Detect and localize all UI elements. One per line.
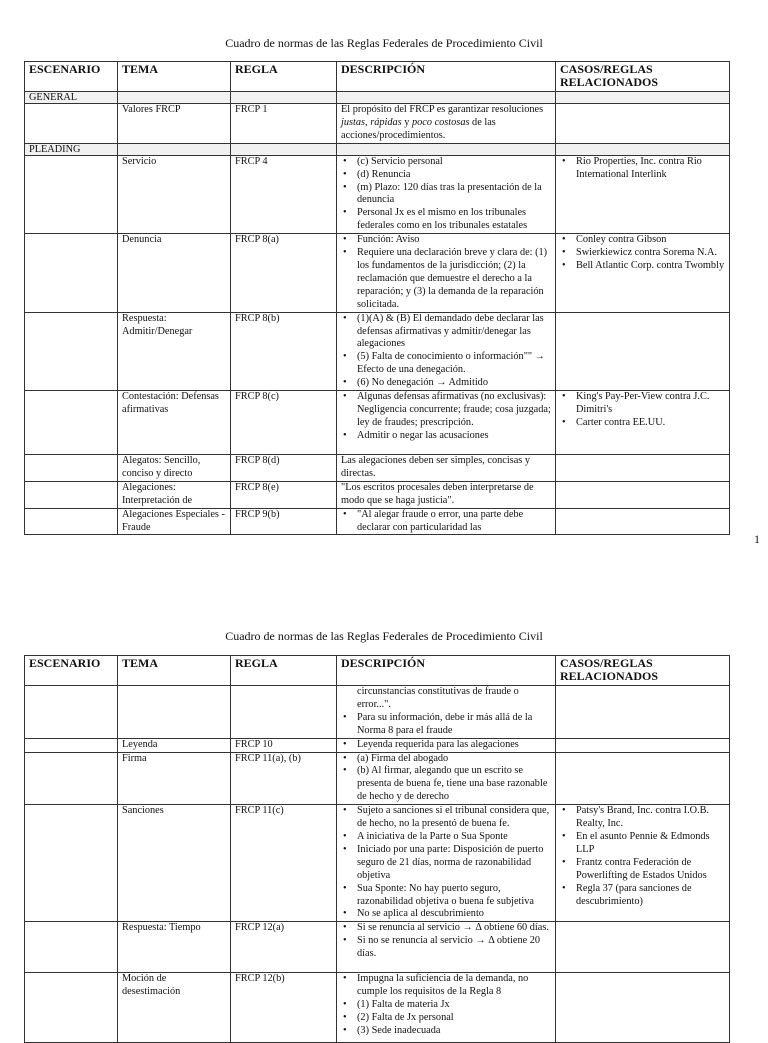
row-tema: Moción de desestimación (118, 973, 231, 1043)
section-row-pleading (25, 143, 730, 155)
list-item: • Personal Jx es el mismo en los tribunales federales como en los tribunales estatales (357, 207, 552, 233)
row-tema: Alegaciones: Interpretación de (118, 481, 231, 508)
rules-table (24, 655, 730, 1043)
page-title: Cuadro de normas de las Reglas Federales de Procedimiento Civil (225, 629, 543, 643)
list-item: • (a) Firma del abogado (357, 753, 552, 766)
table-row (25, 752, 730, 805)
row-descripcion (337, 686, 556, 739)
row-descripcion: El propósito del FRCP es garantizar resoluciones justas, rápidas y poco costosas de las acciones/procedimientos. (337, 104, 556, 144)
table-row (25, 805, 730, 922)
row-tema: Alegatos: Sencillo, conciso y directo (118, 455, 231, 482)
row-casos (556, 805, 730, 922)
list-item: • (m) Plazo: 120 días tras la presentación de la denuncia (357, 182, 552, 208)
row-descripcion (337, 752, 556, 805)
list-item: • Requiere una declaración breve y clara de: (1) los fundamentos de la jurisdicción; (2) la reclamación que demuestre el derecho a la reparación; y (3) la demanda de la reparación solicitada. (357, 247, 552, 312)
list-item: • (1)(A) & (B) El demandado debe declarar las defensas afirmativas y admitir/denegar las alegaciones (357, 313, 552, 352)
header-row (25, 62, 730, 92)
table-row (25, 922, 730, 973)
header-regla: REGLA (231, 656, 337, 686)
section-row-general (25, 92, 730, 104)
row-tema: Denuncia (118, 234, 231, 312)
header-casos: CASOS/REGLAS RELACIONADOS (556, 62, 730, 92)
list-item: • Algunas defensas afirmativas (no exclusivas): Negligencia concurrente; fraude; cosa juzgada; ley de fraudes; prescripción. (357, 391, 552, 430)
list-item: • (2) Falta de Jx personal (357, 1012, 552, 1025)
row-tema: Respuesta: Admitir/Denegar (118, 312, 231, 390)
list-item: • Sua Sponte: No hay puerto seguro, razonabilidad objetiva o buena fe subjetiva (357, 883, 552, 909)
row-descripcion (337, 508, 556, 535)
row-tema: Sanciones (118, 805, 231, 922)
list-item: • Leyenda requerida para las alegaciones (357, 739, 552, 752)
header-descripcion: DESCRIPCIÓN (337, 62, 556, 92)
row-tema: Firma (118, 752, 231, 805)
header-tema: TEMA (118, 62, 231, 92)
list-item: • Para su información, debe ir más allá de la Norma 8 para el fraude (357, 712, 552, 738)
table-row (25, 508, 730, 535)
row-regla: FRCP 11(a), (b) (231, 752, 337, 805)
row-casos (556, 391, 730, 455)
list-item: • (5) Falta de conocimiento o información"" → Efecto de una denegación. (357, 351, 552, 377)
list-item: • En el asunto Pennie & Edmonds LLP (576, 831, 726, 857)
row-casos (556, 234, 730, 312)
row-regla: FRCP 12(b) (231, 973, 337, 1043)
row-regla: FRCP 8(a) (231, 234, 337, 312)
list-item: • (3) Sede inadecuada (357, 1025, 552, 1038)
row-regla: FRCP 1 (231, 104, 337, 144)
list-item: • Patsy's Brand, Inc. contra I.O.B. Realty, Inc. (576, 805, 726, 831)
list-item: • (c) Servicio personal (357, 156, 552, 169)
list-item: • (d) Renuncia (357, 169, 552, 182)
list-item: • Regla 37 (para sanciones de descubrimiento) (576, 883, 726, 909)
list-item: • A iniciativa de la Parte o Sua Sponte (357, 831, 552, 844)
row-descripcion (337, 234, 556, 312)
header-regla: REGLA (231, 62, 337, 92)
table-row (25, 104, 730, 144)
rules-table (24, 61, 730, 535)
table-row (25, 973, 730, 1043)
list-item: • Admitir o negar las acusaciones (357, 430, 552, 443)
row-tema: Valores FRCP (118, 104, 231, 144)
header-tema: TEMA (118, 656, 231, 686)
list-item: • (1) Falta de materia Jx (357, 999, 552, 1012)
list-item: • (6) No denegación → Admitido (357, 377, 552, 390)
list-item: • Swierkiewicz contra Sorema N.A. (576, 247, 726, 260)
header-row (25, 656, 730, 686)
list-item: • Sujeto a sanciones si el tribunal considera que, de hecho, no la presentó de buena fe. (357, 805, 552, 831)
table-row (25, 312, 730, 390)
list-item-continuation: circunstancias constitutivas de fraude o error...". (357, 686, 519, 710)
row-tema: Contestación: Defensas afirmativas (118, 391, 231, 455)
table-row (25, 455, 730, 482)
row-regla: FRCP 8(e) (231, 481, 337, 508)
row-tema: Alegaciones Especiales - Fraude (118, 508, 231, 535)
list-item: • (b) Al firmar, alegando que un escrito se presenta de buena fe, tiene una base razonable de hecho y de derecho (357, 765, 552, 804)
header-escenario: ESCENARIO (25, 656, 118, 686)
row-regla: FRCP 10 (231, 738, 337, 752)
table-row (25, 391, 730, 455)
header-descripcion: DESCRIPCIÓN (337, 656, 556, 686)
row-descripcion (337, 973, 556, 1043)
row-descripcion (337, 391, 556, 455)
row-descripcion: "Los escritos procesales deben interpretarse de modo que se haga justicia". (337, 481, 556, 508)
row-descripcion (337, 922, 556, 973)
list-item: • King's Pay-Per-View contra J.C. Dimitri's (576, 391, 726, 417)
list-item: • Impugna la suficiencia de la demanda, no cumple los requisitos de la Regla 8 (357, 973, 552, 999)
row-tema: Servicio (118, 155, 231, 233)
row-descripcion (337, 805, 556, 922)
section-label: PLEADING (25, 143, 118, 155)
list-item: • Iniciado por una parte: Disposición de puerto seguro de 21 días, norma de razonabilidad objetiva (357, 844, 552, 883)
page-number: 1 (754, 532, 760, 546)
row-regla: FRCP 12(a) (231, 922, 337, 973)
table-row (25, 481, 730, 508)
list-item: • Rio Properties, Inc. contra Rio International Interlink (576, 156, 726, 182)
row-casos (556, 155, 730, 233)
list-item: • Bell Atlantic Corp. contra Twombly (576, 260, 726, 273)
row-regla: FRCP 8(c) (231, 391, 337, 455)
list-item: • Conley contra Gibson (576, 234, 726, 247)
header-casos: CASOS/REGLAS RELACIONADOS (556, 656, 730, 686)
page-title: Cuadro de normas de las Reglas Federales de Procedimiento Civil (225, 36, 543, 50)
list-item: • Si no se renuncia al servicio → Δ obtiene 20 días. (357, 935, 552, 961)
header-escenario: ESCENARIO (25, 62, 118, 92)
row-regla: FRCP 11(c) (231, 805, 337, 922)
table-row (25, 234, 730, 312)
row-tema: Respuesta: Tiempo (118, 922, 231, 973)
row-descripcion (337, 312, 556, 390)
row-descripcion: Las alegaciones deben ser simples, concisas y directas. (337, 455, 556, 482)
list-item: • Carter contra EE.UU. (576, 417, 726, 430)
list-item: • Frantz contra Federación de Powerlifting de Estados Unidos (576, 857, 726, 883)
section-label: GENERAL (25, 92, 118, 104)
list-item: • Función: Aviso (357, 234, 552, 247)
table-row (25, 738, 730, 752)
table-row (25, 155, 730, 233)
row-regla: FRCP 8(d) (231, 455, 337, 482)
row-regla: FRCP 8(b) (231, 312, 337, 390)
list-item: • "Al alegar fraude o error, una parte debe declarar con particularidad las (357, 509, 552, 535)
list-item: • No se aplica al descubrimiento (357, 908, 552, 921)
row-tema: Leyenda (118, 738, 231, 752)
row-descripcion (337, 738, 556, 752)
list-item: • Si se renuncia al servicio → Δ obtiene 60 días. (357, 922, 552, 935)
row-regla: FRCP 9(b) (231, 508, 337, 535)
row-descripcion (337, 155, 556, 233)
row-regla: FRCP 4 (231, 155, 337, 233)
table-row (25, 686, 730, 739)
